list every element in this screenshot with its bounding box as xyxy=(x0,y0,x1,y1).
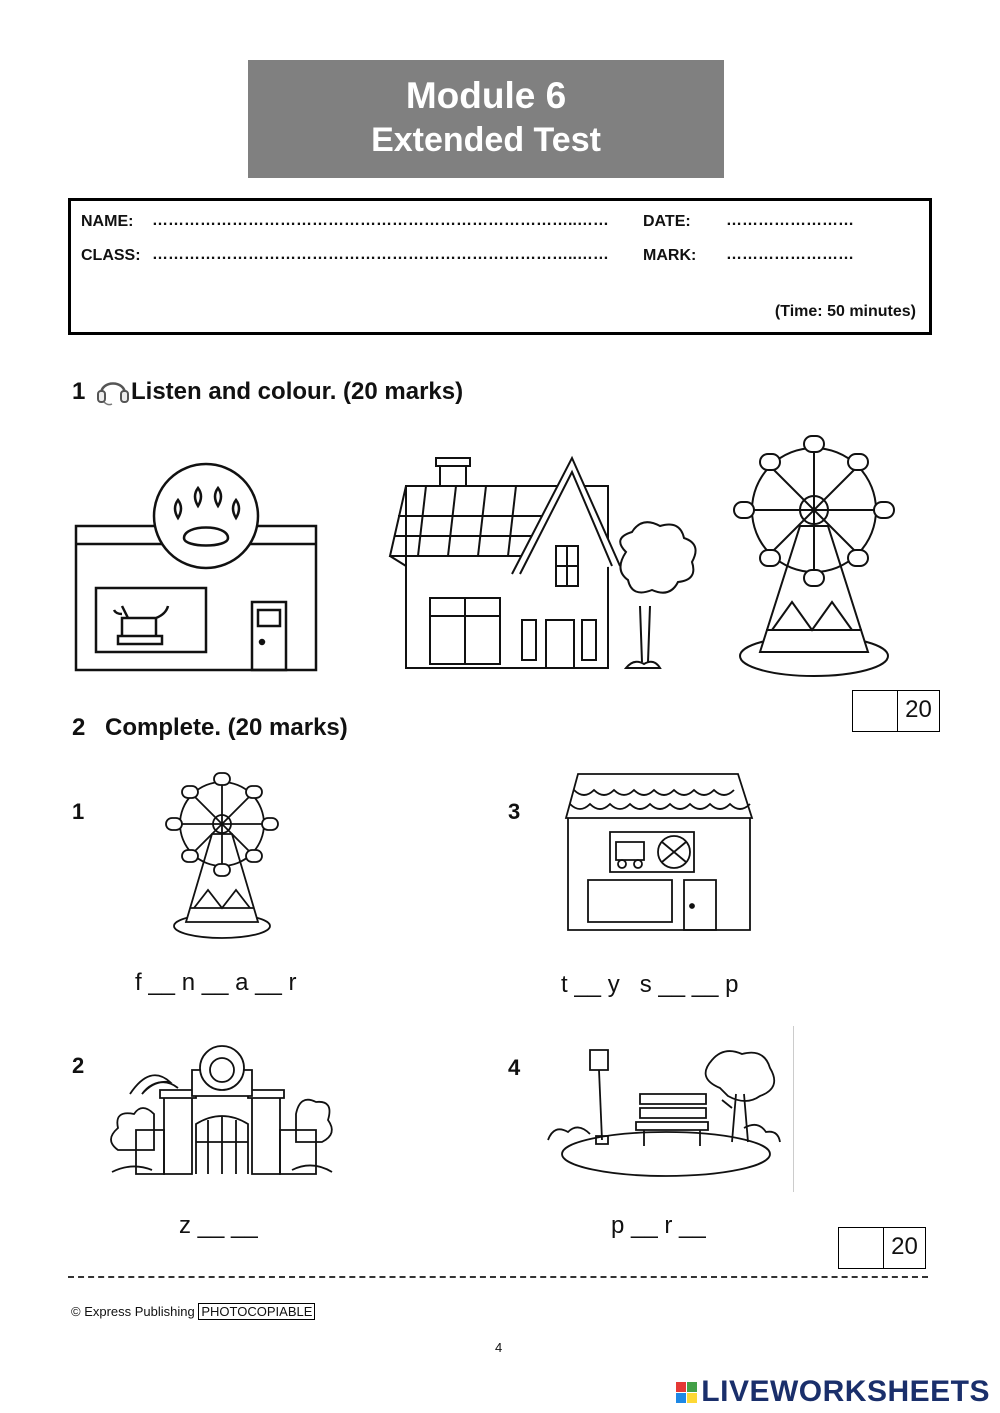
ferris-wheel-picture xyxy=(736,430,892,682)
logo-square-yellow xyxy=(687,1393,697,1403)
item2-zoo-picture xyxy=(108,1030,336,1178)
section2-score-input[interactable] xyxy=(839,1228,884,1268)
logo-square-green xyxy=(687,1382,697,1392)
item3-number: 3 xyxy=(508,799,521,824)
mark-label: MARK: xyxy=(643,247,697,264)
date-field[interactable]: …………………… xyxy=(726,212,854,229)
logo-square-blue xyxy=(676,1393,686,1403)
module-title: Module 6 xyxy=(405,75,567,116)
item4-number: 4 xyxy=(508,1055,521,1080)
class-field[interactable]: ……………………………………………………………………..…… xyxy=(152,246,609,263)
class-label: CLASS: xyxy=(81,247,141,264)
item2-word[interactable]: z __ __ xyxy=(179,1212,258,1239)
liveworksheets-logo xyxy=(676,1375,990,1409)
section2-title: Complete. (20 marks) xyxy=(105,714,348,741)
item1-ferris-wheel-picture xyxy=(166,770,278,942)
section1-score-input[interactable] xyxy=(853,691,898,731)
item1-word[interactable]: f __ n __ a __ r xyxy=(135,969,297,996)
name-label: NAME: xyxy=(81,213,134,230)
mark-field[interactable]: …………………… xyxy=(726,246,854,263)
section2-score-box xyxy=(838,1227,926,1269)
date-label: DATE: xyxy=(643,213,691,230)
section1-score-total: 20 xyxy=(905,696,932,723)
item3-toy-shop-picture xyxy=(560,770,756,938)
copyright-text: © Express Publishing xyxy=(71,1304,195,1319)
section1-score-box xyxy=(852,690,940,732)
headphones-icon xyxy=(96,372,130,406)
item3-word[interactable]: t __ y s __ __ p xyxy=(561,971,739,998)
house-picture xyxy=(386,456,706,678)
section1-title: Listen and colour. (20 marks) xyxy=(131,378,464,405)
item4-word[interactable]: p __ r __ xyxy=(611,1212,706,1239)
photocopiable-badge: PHOTOCOPIABLE xyxy=(198,1303,315,1320)
name-field[interactable]: ……………………………………………………………………..…… xyxy=(152,212,609,229)
logo-squares-icon xyxy=(676,1382,697,1403)
item1-number: 1 xyxy=(72,799,85,824)
logo-square-red xyxy=(676,1382,686,1392)
brand-name: LIVEWORKSHEETS xyxy=(701,1375,990,1408)
section2-number: 2 xyxy=(72,714,86,741)
item4-park-picture xyxy=(544,1048,784,1186)
footer-copyright xyxy=(71,1304,315,1319)
section2-score-total: 20 xyxy=(891,1233,918,1260)
time-note: (Time: 50 minutes) xyxy=(774,303,916,320)
pet-shop-picture xyxy=(72,466,322,676)
picture-border-line xyxy=(793,1026,794,1192)
item2-number: 2 xyxy=(72,1053,85,1078)
dashed-separator xyxy=(68,1276,928,1278)
page-number: 4 xyxy=(495,1340,503,1355)
test-title: Extended Test xyxy=(371,121,601,159)
section1-number: 1 xyxy=(72,378,86,405)
title-banner xyxy=(248,60,724,178)
